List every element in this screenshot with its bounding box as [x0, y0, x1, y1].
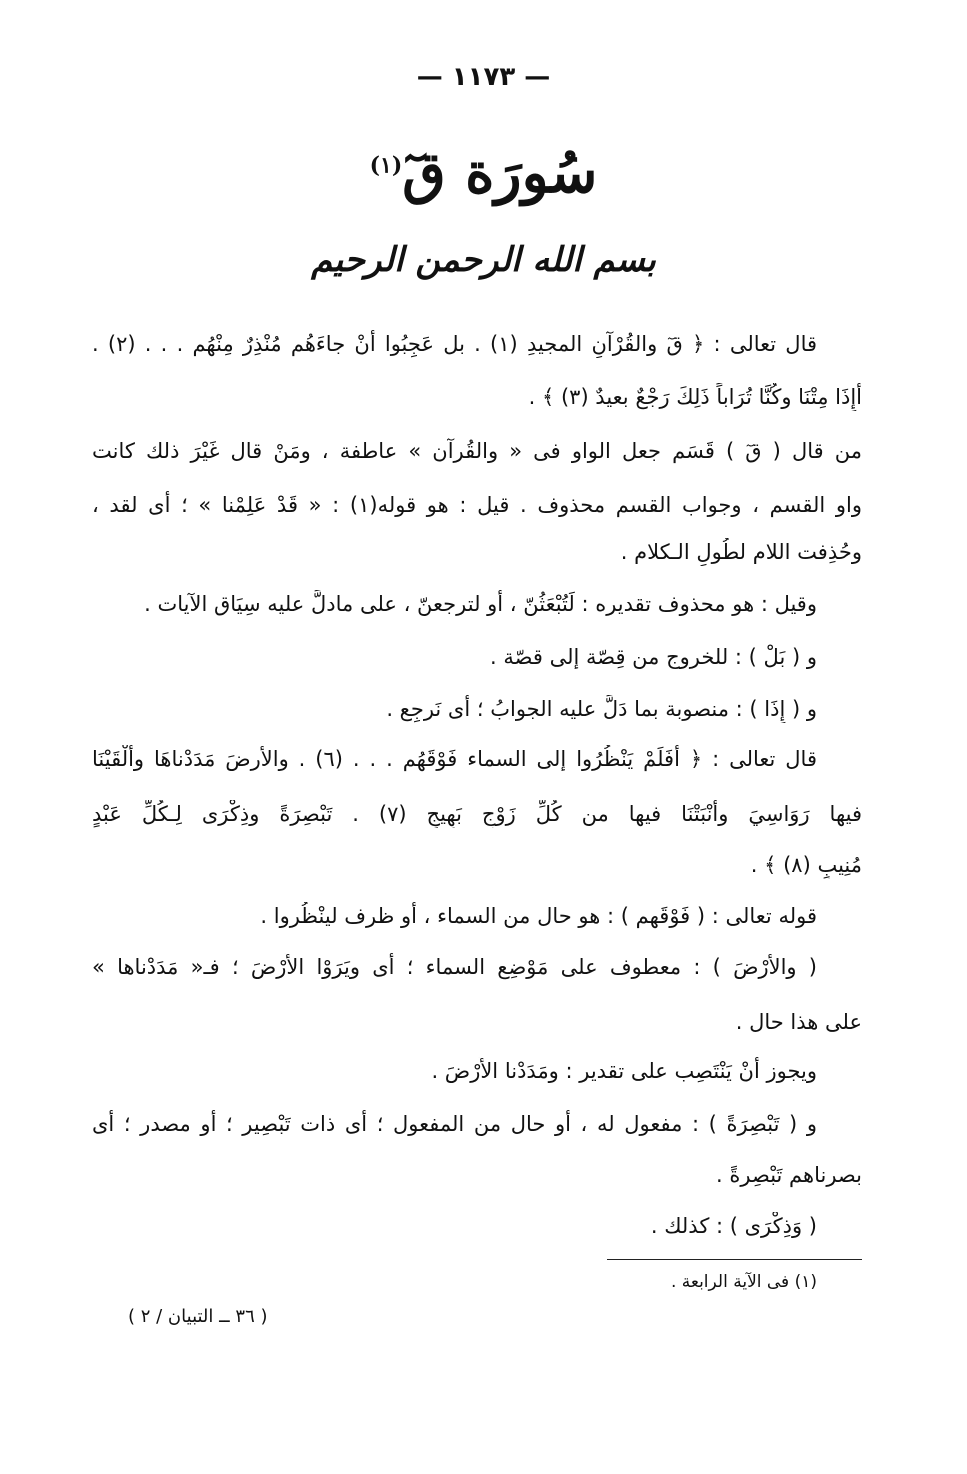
text-line-5: وحُذِفت اللام لطُولِ الـكلام . [620, 540, 862, 564]
printer-signature: ( ٣٦ ــ التبيان / ٢ ) [128, 1306, 268, 1327]
text-line-3: من قال ( قٓ ) قَسَم جعل الواو فى « والقُرآن » عاطفة ، ومَنْ قال غَيْرَ ذلك كانت [92, 439, 862, 463]
basmala: بسم الله الرحمن الرحيم [311, 240, 656, 280]
text-line-17: بصرناهم تَبْصِرةً . [716, 1163, 862, 1187]
text-line-9: قال تعالى : ﴿ أَفَلَمْ يَنْظُرُوا إلى السماء فَوْقَهُم . . . (٦) . والأرضَ مَدَدْناهَا وأَلْقَيْنَا [92, 747, 817, 771]
surah-title-footnote-marker: (١) [369, 152, 403, 179]
text-line-2: أَإِذَا مِتْنَا وكُنَّا تُرَاباً ذَلِكَ رَجْعٌ بعيدٌ (٣) ﴾ . [528, 385, 862, 409]
surah-title [0, 140, 967, 206]
text-line-11: مُنِيبٍ (٨) ﴾ . [750, 853, 862, 877]
text-line-13: ( والأرْضَ ) : معطوف على مَوْضِع السماء ؛ أى ويَرَوْا الأَرْضَ ؛ فـ« مَدَدْناها » [92, 955, 817, 979]
text-line-18: ( وَذِكْرَى ) : كذلك . [650, 1214, 817, 1238]
text-line-6: وقيل : هو محذوف تقديره : لَتُبْعَثُنّ ، أو لترجعنّ ، على مادلَّ عليه سِيَاق الآيات . [144, 592, 817, 616]
text-line-4: واو القسم ، وجواب القسم محذوف . قيل : هو قوله(١) : « قَدْ عَلِمْنا » ؛ أى لقد ، [92, 493, 862, 517]
text-line-8: و ( إِذَا ) : منصوبة بما دَلَّ عليه الجوابُ ؛ أى نَرجِع . [386, 697, 817, 721]
text-line-12: قوله تعالى : ( فَوْقَهم ) : هو حال من السماء ، أو ظرف لينْظُروا . [260, 904, 817, 928]
page-number: — ١١٧٣ — [416, 62, 551, 92]
text-line-7: و ( بَلْ ) : للخروج من قِصّة إلى قصّة . [490, 645, 817, 669]
text-line-1: قال تعالى : ﴿ قٓ والقُرْآنِ المجيدِ (١) . بل عَجِبُوا أنْ جاءَهُم مُنْذِرٌ مِنْهُم . . . (٢) . [92, 332, 817, 356]
surah-title-text: سُورَة قٓ [402, 140, 598, 206]
text-line-15: ويجوز أنْ يَنْتَصِب على تقدير : ومَدَدْنا الأَرْضَ . [431, 1059, 817, 1083]
footnote-divider [607, 1259, 862, 1260]
text-line-14: على هذا حال . [735, 1010, 862, 1034]
text-line-16: و ( تَبْصِرَةً ) : مفعول له ، أو حال من المفعول ؛ أى ذات تَبْصِير ؛ أو مصدر ؛ أى [92, 1112, 817, 1136]
text-line-10: فيها رَوَاسِيَ وأَنْبَتْنَا فيها من كُلِّ زَوْجٍ بَهِيجٍ (٧) . تَبْصِرَةً وذِكْرَى لِـكُلِّ عَبْدٍ [92, 802, 862, 826]
footnote: (١) فى الآية الرابعة . [670, 1272, 817, 1292]
